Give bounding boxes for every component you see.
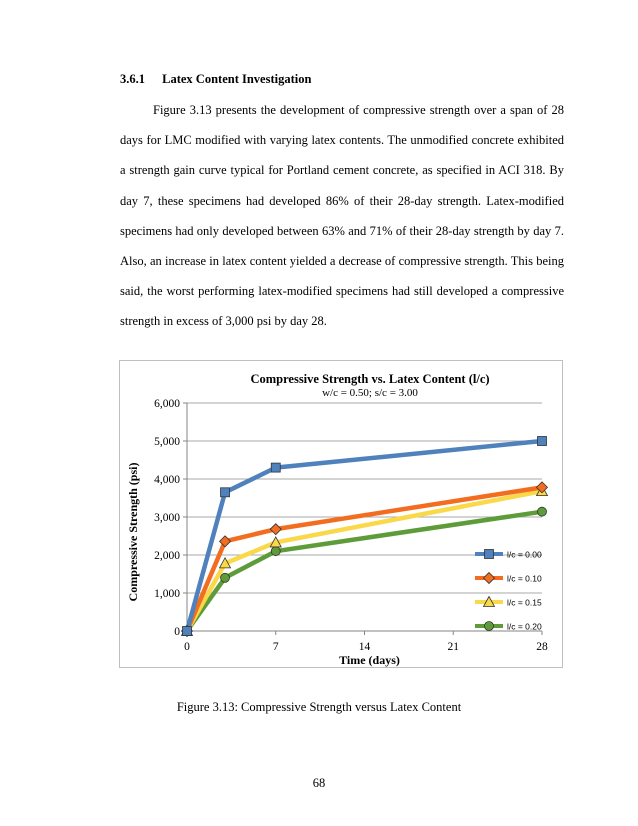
legend-label: l/c = 0.20 bbox=[507, 621, 542, 632]
body-paragraph bbox=[120, 95, 564, 337]
chart-frame bbox=[119, 360, 563, 668]
data-point bbox=[271, 463, 280, 472]
data-point bbox=[271, 547, 280, 556]
data-point bbox=[221, 488, 230, 497]
series-line bbox=[187, 491, 542, 631]
compressive-strength-chart bbox=[120, 361, 562, 667]
x-tick-label: 7 bbox=[272, 641, 279, 653]
chart-subtitle: w/c = 0.50; s/c = 3.00 bbox=[322, 387, 418, 399]
y-tick-label: 5,000 bbox=[154, 436, 180, 448]
x-tick-label: 14 bbox=[358, 641, 371, 653]
y-axis-label: Compressive Strength (psi) bbox=[126, 462, 140, 602]
figure-caption: Figure 3.13: Compressive Strength versus Latex Content bbox=[176, 700, 462, 714]
legend-label: l/c = 0.00 bbox=[507, 549, 542, 560]
y-tick-label: 4,000 bbox=[154, 474, 180, 486]
x-tick-label: 28 bbox=[536, 641, 548, 653]
chart-title: Compressive Strength vs. Latex Content (l/c) bbox=[250, 372, 490, 386]
series-line bbox=[187, 512, 542, 631]
section-heading bbox=[120, 72, 311, 87]
y-tick-label: 6,000 bbox=[154, 398, 180, 410]
data-point bbox=[270, 524, 281, 535]
y-tick-label: 0 bbox=[174, 626, 180, 638]
data-point bbox=[183, 627, 192, 636]
legend-label: l/c = 0.15 bbox=[507, 597, 542, 608]
y-tick-label: 3,000 bbox=[154, 512, 180, 524]
legend-marker bbox=[484, 573, 495, 584]
page-number: 68 bbox=[312, 776, 326, 790]
data-point bbox=[221, 573, 230, 582]
data-point bbox=[538, 437, 547, 446]
section-title: Latex Content Investigation bbox=[162, 72, 312, 86]
legend-marker bbox=[485, 550, 494, 559]
paragraph-text: Figure 3.13 presents the development of compressive strength over a span of 28 days for LMC modified with varying latex contents. The unmodified concrete exhibited a strength gain curve typical for Portland cement concrete, as specified in ACI 318. By day 7, these specimens had developed 86% of their 28-day strength. Latex-modified specimens had only developed between 63% and 71% of their 28-day strength by day 7. Also, an increase in latex content yielded a decrease of compressive strength. This being said, the worst performing latex-modified specimens had still developed a compressive strength in excess of 3,000 psi by day 28. bbox=[120, 103, 564, 329]
legend-marker bbox=[485, 622, 494, 631]
x-axis-label: Time (days) bbox=[339, 653, 400, 667]
legend-label: l/c = 0.10 bbox=[507, 573, 542, 584]
x-tick-label: 0 bbox=[184, 641, 190, 653]
y-tick-label: 2,000 bbox=[154, 550, 180, 562]
y-tick-label: 1,000 bbox=[154, 588, 180, 600]
x-tick-label: 21 bbox=[447, 641, 459, 653]
data-point bbox=[538, 507, 547, 516]
section-number: 3.6.1 bbox=[120, 72, 145, 86]
